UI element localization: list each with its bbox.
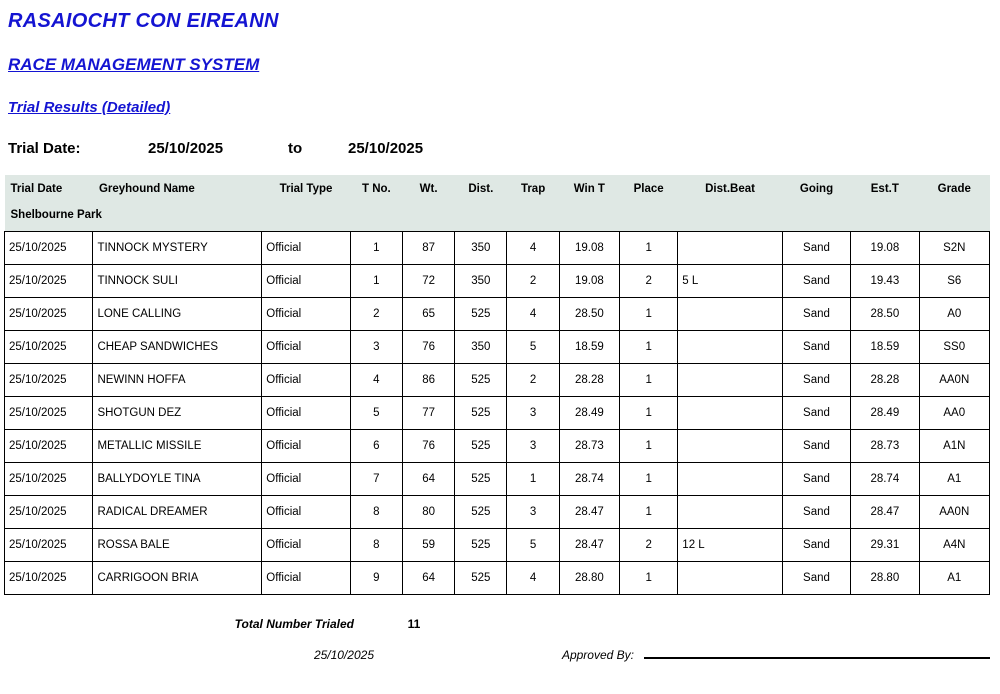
column-header-dist: Dist. bbox=[455, 175, 507, 203]
cell-trial-date: 25/10/2025 bbox=[5, 397, 93, 430]
cell-greyhound-name: TINNOCK MYSTERY bbox=[93, 232, 262, 265]
signature-line bbox=[644, 643, 990, 659]
trial-date-to-word: to bbox=[288, 140, 303, 157]
column-header-trial-date: Trial Date bbox=[5, 175, 93, 203]
cell-wt: 59 bbox=[402, 529, 454, 562]
cell-wt: 77 bbox=[402, 397, 454, 430]
cell-going: Sand bbox=[782, 562, 850, 595]
report-title: Trial Results (Detailed) bbox=[8, 99, 171, 116]
cell-greyhound-name: BALLYDOYLE TINA bbox=[93, 463, 262, 496]
cell-trial-date: 25/10/2025 bbox=[5, 331, 93, 364]
cell-greyhound-name: SHOTGUN DEZ bbox=[93, 397, 262, 430]
cell-place: 1 bbox=[620, 496, 678, 529]
cell-trap: 2 bbox=[507, 364, 559, 397]
cell-going: Sand bbox=[782, 529, 850, 562]
cell-trap: 5 bbox=[507, 529, 559, 562]
cell-est-t: 19.43 bbox=[851, 265, 919, 298]
cell-wt: 65 bbox=[402, 298, 454, 331]
cell-dist: 525 bbox=[455, 397, 507, 430]
cell-t-no: 3 bbox=[350, 331, 402, 364]
trial-date-from: 25/10/2025 bbox=[148, 140, 224, 157]
cell-greyhound-name: ROSSA BALE bbox=[93, 529, 262, 562]
cell-grade: AA0N bbox=[919, 496, 990, 529]
total-trialed-label: Total Number Trialed bbox=[234, 617, 354, 631]
cell-dist-beat bbox=[678, 331, 783, 364]
cell-greyhound-name: CHEAP SANDWICHES bbox=[93, 331, 262, 364]
organisation-title: RASAIOCHT CON EIREANN bbox=[8, 10, 279, 32]
cell-trap: 3 bbox=[507, 496, 559, 529]
cell-t-no: 1 bbox=[350, 265, 402, 298]
cell-wt: 76 bbox=[402, 331, 454, 364]
cell-grade: A0 bbox=[919, 298, 990, 331]
cell-trial-type: Official bbox=[262, 265, 350, 298]
column-header-dist-beat: Dist.Beat bbox=[678, 175, 783, 203]
cell-trap: 4 bbox=[507, 232, 559, 265]
cell-dist-beat bbox=[678, 496, 783, 529]
cell-trial-date: 25/10/2025 bbox=[5, 529, 93, 562]
cell-dist-beat: 5 L bbox=[678, 265, 783, 298]
cell-trial-date: 25/10/2025 bbox=[5, 298, 93, 331]
trial-date-range bbox=[8, 140, 1000, 157]
table-row bbox=[5, 529, 990, 562]
cell-trial-date: 25/10/2025 bbox=[5, 232, 93, 265]
cell-wt: 64 bbox=[402, 463, 454, 496]
cell-dist: 525 bbox=[455, 430, 507, 463]
cell-trap: 5 bbox=[507, 331, 559, 364]
cell-trial-type: Official bbox=[262, 364, 350, 397]
cell-trial-date: 25/10/2025 bbox=[5, 430, 93, 463]
column-header-wt: Wt. bbox=[402, 175, 454, 203]
cell-place: 1 bbox=[620, 562, 678, 595]
cell-going: Sand bbox=[782, 298, 850, 331]
cell-dist-beat bbox=[678, 463, 783, 496]
cell-trial-type: Official bbox=[262, 529, 350, 562]
cell-place: 1 bbox=[620, 397, 678, 430]
cell-dist-beat bbox=[678, 562, 783, 595]
cell-going: Sand bbox=[782, 430, 850, 463]
cell-dist: 525 bbox=[455, 496, 507, 529]
venue-name: Shelbourne Park bbox=[5, 203, 990, 227]
cell-trial-date: 25/10/2025 bbox=[5, 562, 93, 595]
cell-place: 1 bbox=[620, 331, 678, 364]
cell-grade: A1 bbox=[919, 463, 990, 496]
table-body bbox=[5, 203, 990, 595]
cell-dist-beat bbox=[678, 364, 783, 397]
column-header-grade: Grade bbox=[919, 175, 990, 203]
cell-greyhound-name: CARRIGOON BRIA bbox=[93, 562, 262, 595]
cell-trial-date: 25/10/2025 bbox=[5, 463, 93, 496]
cell-win-t: 28.47 bbox=[559, 496, 619, 529]
cell-est-t: 29.31 bbox=[851, 529, 919, 562]
total-trialed-value: 11 bbox=[407, 617, 421, 631]
cell-place: 2 bbox=[620, 265, 678, 298]
cell-grade: AA0N bbox=[919, 364, 990, 397]
cell-grade: S6 bbox=[919, 265, 990, 298]
table-row bbox=[5, 298, 990, 331]
cell-wt: 80 bbox=[402, 496, 454, 529]
table-row bbox=[5, 265, 990, 298]
column-header-trap: Trap bbox=[507, 175, 559, 203]
cell-dist: 525 bbox=[455, 463, 507, 496]
cell-trap: 3 bbox=[507, 430, 559, 463]
cell-grade: SS0 bbox=[919, 331, 990, 364]
cell-trial-date: 25/10/2025 bbox=[5, 364, 93, 397]
table-row bbox=[5, 463, 990, 496]
cell-win-t: 28.28 bbox=[559, 364, 619, 397]
cell-going: Sand bbox=[782, 496, 850, 529]
cell-dist: 350 bbox=[455, 331, 507, 364]
cell-dist: 525 bbox=[455, 529, 507, 562]
cell-est-t: 28.49 bbox=[851, 397, 919, 430]
cell-dist: 525 bbox=[455, 562, 507, 595]
cell-trial-type: Official bbox=[262, 430, 350, 463]
cell-trial-type: Official bbox=[262, 496, 350, 529]
cell-dist: 525 bbox=[455, 298, 507, 331]
cell-trap: 2 bbox=[507, 265, 559, 298]
cell-place: 1 bbox=[620, 463, 678, 496]
cell-est-t: 19.08 bbox=[851, 232, 919, 265]
cell-wt: 86 bbox=[402, 364, 454, 397]
cell-dist-beat bbox=[678, 298, 783, 331]
footer-date: 25/10/2025 bbox=[313, 648, 374, 662]
cell-trial-type: Official bbox=[262, 298, 350, 331]
cell-win-t: 28.74 bbox=[559, 463, 619, 496]
trial-results-table bbox=[4, 175, 990, 595]
cell-est-t: 28.47 bbox=[851, 496, 919, 529]
cell-wt: 64 bbox=[402, 562, 454, 595]
table-header-row bbox=[5, 175, 990, 203]
column-header-trial-type: Trial Type bbox=[262, 175, 350, 203]
cell-est-t: 28.50 bbox=[851, 298, 919, 331]
cell-going: Sand bbox=[782, 463, 850, 496]
cell-grade: S2N bbox=[919, 232, 990, 265]
cell-win-t: 28.49 bbox=[559, 397, 619, 430]
cell-greyhound-name: TINNOCK SULI bbox=[93, 265, 262, 298]
cell-t-no: 8 bbox=[350, 496, 402, 529]
cell-t-no: 8 bbox=[350, 529, 402, 562]
cell-greyhound-name: RADICAL DREAMER bbox=[93, 496, 262, 529]
cell-place: 1 bbox=[620, 430, 678, 463]
cell-greyhound-name: NEWINN HOFFA bbox=[93, 364, 262, 397]
table-row bbox=[5, 430, 990, 463]
cell-win-t: 18.59 bbox=[559, 331, 619, 364]
cell-win-t: 28.50 bbox=[559, 298, 619, 331]
cell-dist: 350 bbox=[455, 232, 507, 265]
cell-est-t: 18.59 bbox=[851, 331, 919, 364]
trial-date-to: 25/10/2025 bbox=[348, 140, 424, 157]
cell-grade: AA0 bbox=[919, 397, 990, 430]
cell-t-no: 4 bbox=[350, 364, 402, 397]
cell-going: Sand bbox=[782, 397, 850, 430]
approved-by-label: Approved By: bbox=[561, 648, 634, 662]
cell-wt: 72 bbox=[402, 265, 454, 298]
cell-trial-type: Official bbox=[262, 331, 350, 364]
cell-place: 1 bbox=[620, 364, 678, 397]
column-header-greyhound-name: Greyhound Name bbox=[93, 175, 262, 203]
cell-win-t: 28.47 bbox=[559, 529, 619, 562]
cell-going: Sand bbox=[782, 364, 850, 397]
table-row bbox=[5, 232, 990, 265]
cell-wt: 76 bbox=[402, 430, 454, 463]
cell-trial-type: Official bbox=[262, 562, 350, 595]
cell-place: 2 bbox=[620, 529, 678, 562]
cell-dist: 525 bbox=[455, 364, 507, 397]
cell-dist: 350 bbox=[455, 265, 507, 298]
venue-group-row bbox=[5, 203, 990, 227]
cell-t-no: 2 bbox=[350, 298, 402, 331]
cell-trap: 4 bbox=[507, 562, 559, 595]
cell-win-t: 19.08 bbox=[559, 232, 619, 265]
cell-dist-beat bbox=[678, 232, 783, 265]
cell-est-t: 28.73 bbox=[851, 430, 919, 463]
report-footer bbox=[0, 617, 1000, 662]
cell-trap: 1 bbox=[507, 463, 559, 496]
cell-wt: 87 bbox=[402, 232, 454, 265]
report-header bbox=[0, 0, 1000, 157]
cell-dist-beat: 12 L bbox=[678, 529, 783, 562]
cell-greyhound-name: METALLIC MISSILE bbox=[93, 430, 262, 463]
cell-trial-date: 25/10/2025 bbox=[5, 265, 93, 298]
table-row bbox=[5, 397, 990, 430]
cell-trial-type: Official bbox=[262, 232, 350, 265]
cell-dist-beat bbox=[678, 397, 783, 430]
column-header-going: Going bbox=[782, 175, 850, 203]
column-header-est-t: Est.T bbox=[851, 175, 919, 203]
cell-t-no: 6 bbox=[350, 430, 402, 463]
total-trialed-row bbox=[4, 617, 1000, 631]
cell-grade: A1 bbox=[919, 562, 990, 595]
cell-t-no: 1 bbox=[350, 232, 402, 265]
cell-trial-date: 25/10/2025 bbox=[5, 496, 93, 529]
cell-t-no: 5 bbox=[350, 397, 402, 430]
cell-greyhound-name: LONE CALLING bbox=[93, 298, 262, 331]
cell-est-t: 28.74 bbox=[851, 463, 919, 496]
column-header-win-t: Win T bbox=[559, 175, 619, 203]
cell-win-t: 28.73 bbox=[559, 430, 619, 463]
cell-grade: A4N bbox=[919, 529, 990, 562]
cell-t-no: 7 bbox=[350, 463, 402, 496]
signature-row bbox=[4, 643, 1000, 662]
cell-going: Sand bbox=[782, 331, 850, 364]
cell-trap: 3 bbox=[507, 397, 559, 430]
cell-trial-type: Official bbox=[262, 463, 350, 496]
cell-trial-type: Official bbox=[262, 397, 350, 430]
cell-place: 1 bbox=[620, 298, 678, 331]
cell-dist-beat bbox=[678, 430, 783, 463]
column-header-place: Place bbox=[620, 175, 678, 203]
system-title: RACE MANAGEMENT SYSTEM bbox=[8, 55, 260, 74]
table-row bbox=[5, 331, 990, 364]
column-header-t-no: T No. bbox=[350, 175, 402, 203]
cell-going: Sand bbox=[782, 232, 850, 265]
cell-place: 1 bbox=[620, 232, 678, 265]
cell-win-t: 28.80 bbox=[559, 562, 619, 595]
cell-t-no: 9 bbox=[350, 562, 402, 595]
cell-win-t: 19.08 bbox=[559, 265, 619, 298]
cell-est-t: 28.28 bbox=[851, 364, 919, 397]
table-row bbox=[5, 496, 990, 529]
cell-going: Sand bbox=[782, 265, 850, 298]
cell-est-t: 28.80 bbox=[851, 562, 919, 595]
table-row bbox=[5, 562, 990, 595]
trial-date-label: Trial Date: bbox=[8, 140, 81, 157]
cell-trap: 4 bbox=[507, 298, 559, 331]
cell-grade: A1N bbox=[919, 430, 990, 463]
table-row bbox=[5, 364, 990, 397]
